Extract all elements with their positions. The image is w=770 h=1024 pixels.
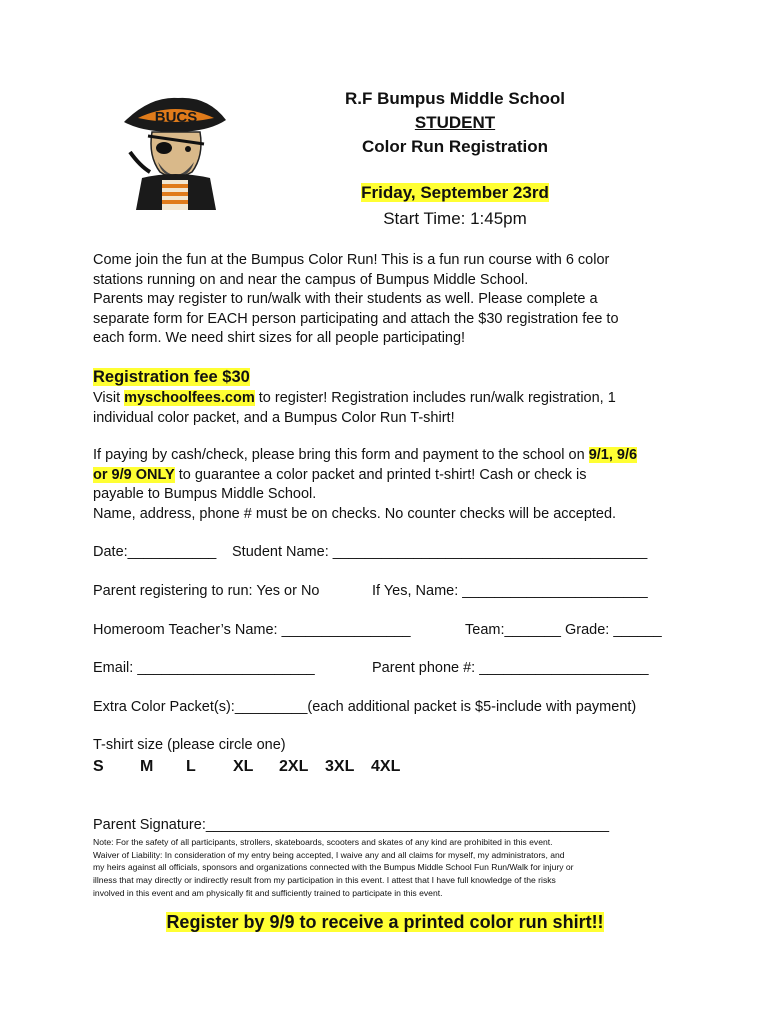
cash-line1-text: If paying by cash/check, please bring this form and payment to the school on: [93, 447, 589, 463]
intro-line: each form. We need shirt sizes for all people participating!: [93, 330, 466, 346]
event-date: Friday, September 23rd: [361, 183, 549, 202]
date-field[interactable]: Date:___________: [93, 544, 217, 560]
cash-dates-1: 9/1, 9/6: [588, 447, 638, 463]
fee-heading-wrap: [93, 368, 250, 387]
waiver-line: illness that may directly or indirectly result from my participation in this event. I attest that I have full knowledge of the risks: [93, 875, 556, 886]
register-by-wrap: [0, 912, 770, 933]
fee-heading: Registration fee $30: [93, 368, 250, 386]
cash-dates-2: or 9/9 ONLY: [93, 466, 175, 483]
intro-line: separate form for EACH person participating and attach the $30 registration fee to: [93, 310, 619, 327]
waiver-line: involved in this event and am physically fit and sufficiently trained to participate in this event.: [93, 887, 443, 898]
cash-line: payable to Bumpus Middle School.: [93, 486, 317, 502]
size-option-s[interactable]: S: [93, 758, 104, 775]
start-time: Start Time: 1:45pm: [383, 209, 527, 228]
intro-line: Parents may register to run/walk with their students as well. Please complete a: [93, 291, 598, 307]
size-option-4xl[interactable]: 4XL: [371, 758, 401, 775]
waiver-line: Note: For the safety of all participants, strollers, skateboards, scooters and skates of any kind are prohibited in this event.: [93, 837, 553, 847]
fee-line: [93, 389, 713, 409]
register-by-notice: Register by 9/9 to receive a printed color run shirt!!: [166, 912, 604, 932]
school-name: R.F Bumpus Middle School: [344, 89, 566, 108]
size-option-l[interactable]: L: [186, 758, 196, 775]
intro-line: stations running on and near the campus of Bumpus Middle School.: [93, 271, 529, 288]
bucs-pirate-logo: [120, 92, 230, 212]
student-name-field[interactable]: Student Name: _______________________________________: [232, 544, 648, 560]
event-date-wrap: [300, 183, 610, 203]
intro-paragraph: [93, 251, 693, 349]
cash-line2-text: to guarantee a color packet and printed t-shirt! Cash or check is: [174, 466, 587, 483]
cash-line: Name, address, phone # must be on checks. No counter checks will be accepted.: [93, 505, 617, 522]
form-title: Color Run Registration: [361, 137, 549, 156]
parent-phone-field[interactable]: Parent phone #: _____________________: [372, 660, 649, 676]
email-field[interactable]: Email: ______________________: [93, 660, 315, 676]
intro-line: Come join the fun at the Bumpus Color Run! This is a fun run course with 6 color: [93, 252, 610, 268]
size-option-xl[interactable]: XL: [233, 758, 254, 775]
waiver-line: my heirs against all officials, sponsors and organizations connected with the Bumpus Middle School Fun Run/Walk for injury or: [93, 862, 574, 873]
size-option-2xl[interactable]: 2XL: [279, 758, 309, 775]
student-label: STUDENT: [414, 113, 496, 132]
logo-text: BUCS: [154, 109, 198, 126]
waiver-line: Waiver of Liability: In consideration of my entry being accepted, I waive any and all claims for myself, my administrators, and: [93, 849, 565, 860]
parent-run-field[interactable]: Parent registering to run: Yes or No: [93, 583, 320, 599]
waiver-text: [93, 836, 693, 900]
parent-signature-field[interactable]: Parent Signature:__________________________________________________: [93, 817, 610, 833]
cash-line: [93, 466, 713, 486]
if-yes-name-field[interactable]: If Yes, Name: _______________________: [372, 583, 648, 599]
size-option-3xl[interactable]: 3XL: [325, 758, 355, 775]
myschoolfees-link[interactable]: myschoolfees.com: [124, 390, 255, 406]
cash-line: [93, 446, 713, 466]
cash-paragraph: [93, 446, 713, 524]
fee-paragraph: [93, 389, 713, 428]
homeroom-teacher-field[interactable]: Homeroom Teacher’s Name: ________________: [93, 622, 411, 638]
visit-text: Visit: [93, 390, 125, 406]
team-grade-field[interactable]: Team:_______ Grade: ______: [465, 622, 662, 638]
fee-after-site: to register! Registration includes run/walk registration, 1: [254, 390, 616, 406]
fee-line: individual color packet, and a Bumpus Color Run T-shirt!: [93, 409, 455, 426]
tshirt-size-label: T-shirt size (please circle one): [93, 737, 286, 753]
size-option-m[interactable]: M: [140, 758, 154, 775]
extra-packet-field[interactable]: Extra Color Packet(s):_________(each additional packet is $5-include with payment): [93, 699, 637, 715]
